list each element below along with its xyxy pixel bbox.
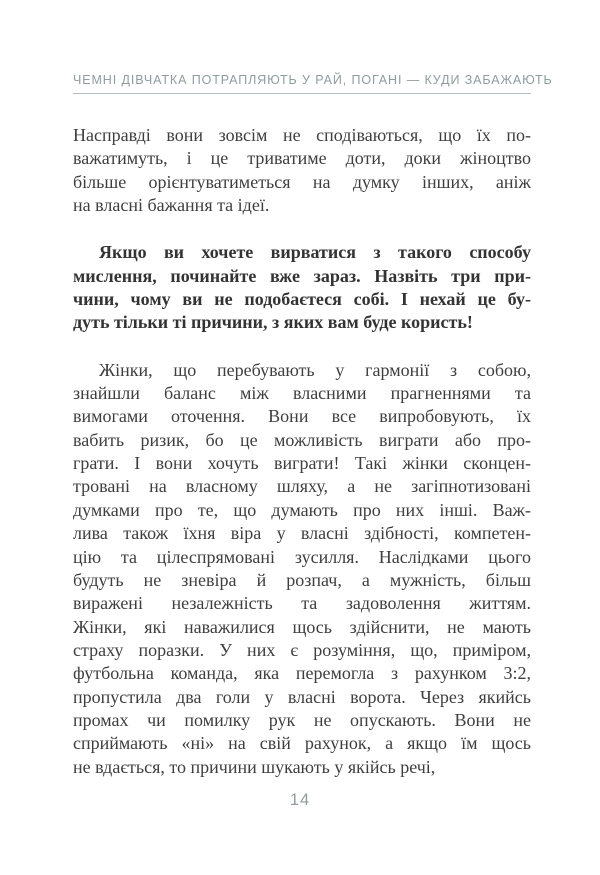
text-line: не вдається, то причини шукають у якійсь речі, bbox=[73, 756, 436, 777]
text-line: думками про те, що думають про них інші. Важ- bbox=[73, 499, 531, 520]
text-line: тровані на власному шляху, а не загіпнотизовані bbox=[73, 476, 531, 497]
text-line: Якщо ви хочете вирватися з такого способу bbox=[99, 242, 531, 263]
running-head-title: ЧЕМНІ ДІВЧАТКА ПОТРАПЛЯЮТЬ У РАЙ, ПОГАНІ — КУДИ ЗАБАЖАЮТЬ bbox=[73, 73, 553, 87]
text-line: чини, чому ви не подобаєтеся собі. І нехай це бу- bbox=[73, 289, 531, 310]
text-line: на власні бажання та ідеї. bbox=[73, 195, 270, 216]
text-line: знайшли баланс між власними прагненнями та bbox=[73, 383, 531, 404]
page-header bbox=[73, 73, 553, 94]
paragraph bbox=[73, 359, 531, 779]
text-line: Насправді вони зовсім не сподіваються, що їх по- bbox=[73, 125, 531, 145]
text-line: промах чи помилку рук не опускають. Вони не bbox=[73, 709, 531, 730]
body-text bbox=[73, 124, 531, 779]
text-line: футбольна команда, яка перемогла з рахунком 3:2, bbox=[73, 663, 531, 684]
page-footer bbox=[0, 791, 600, 810]
text-line: Жінки, що перебувають у гармонії з собою, bbox=[99, 359, 531, 380]
text-line: вабить ризик, бо це можливість виграти або про- bbox=[73, 429, 531, 450]
text-line: пропустила два голи у власні ворота. Через якийсь bbox=[73, 686, 531, 707]
text-line: вимогами оточення. Вони все випробовують, їх bbox=[73, 406, 531, 427]
paragraph bbox=[73, 124, 531, 217]
text-line: цію та цілеспрямовані зусилля. Наслідками цього bbox=[73, 546, 531, 567]
text-line: дуть тільки ті причини, з яких вам буде користь! bbox=[73, 312, 473, 333]
text-line: більше орієнтуватиметься на думку інших, аніж bbox=[73, 171, 531, 192]
text-line: грати. І вони хочуть виграти! Такі жінки сконцен- bbox=[73, 453, 531, 474]
page-number: 14 bbox=[289, 791, 311, 809]
header-rule bbox=[73, 93, 531, 94]
text-line: страху поразки. У них є розуміння, що, приміром, bbox=[73, 639, 531, 660]
paragraph bbox=[73, 241, 531, 334]
text-line: Жінки, які наважилися щось здійснити, не мають bbox=[73, 616, 531, 637]
text-line: будуть не зневіра й розпач, а мужність, більш bbox=[73, 569, 531, 590]
text-line: виражені незалежність та задоволення життям. bbox=[73, 593, 531, 614]
text-line: важатимуть, і це триватиме доти, доки жіноцтво bbox=[73, 148, 531, 169]
text-line: лива також їхня віра у власні здібності, компетен- bbox=[73, 523, 531, 544]
text-line: мислення, починайте вже зараз. Назвіть три при- bbox=[73, 265, 531, 286]
text-line: сприймають «ні» на свій рахунок, а якщо їм щось bbox=[73, 733, 531, 754]
